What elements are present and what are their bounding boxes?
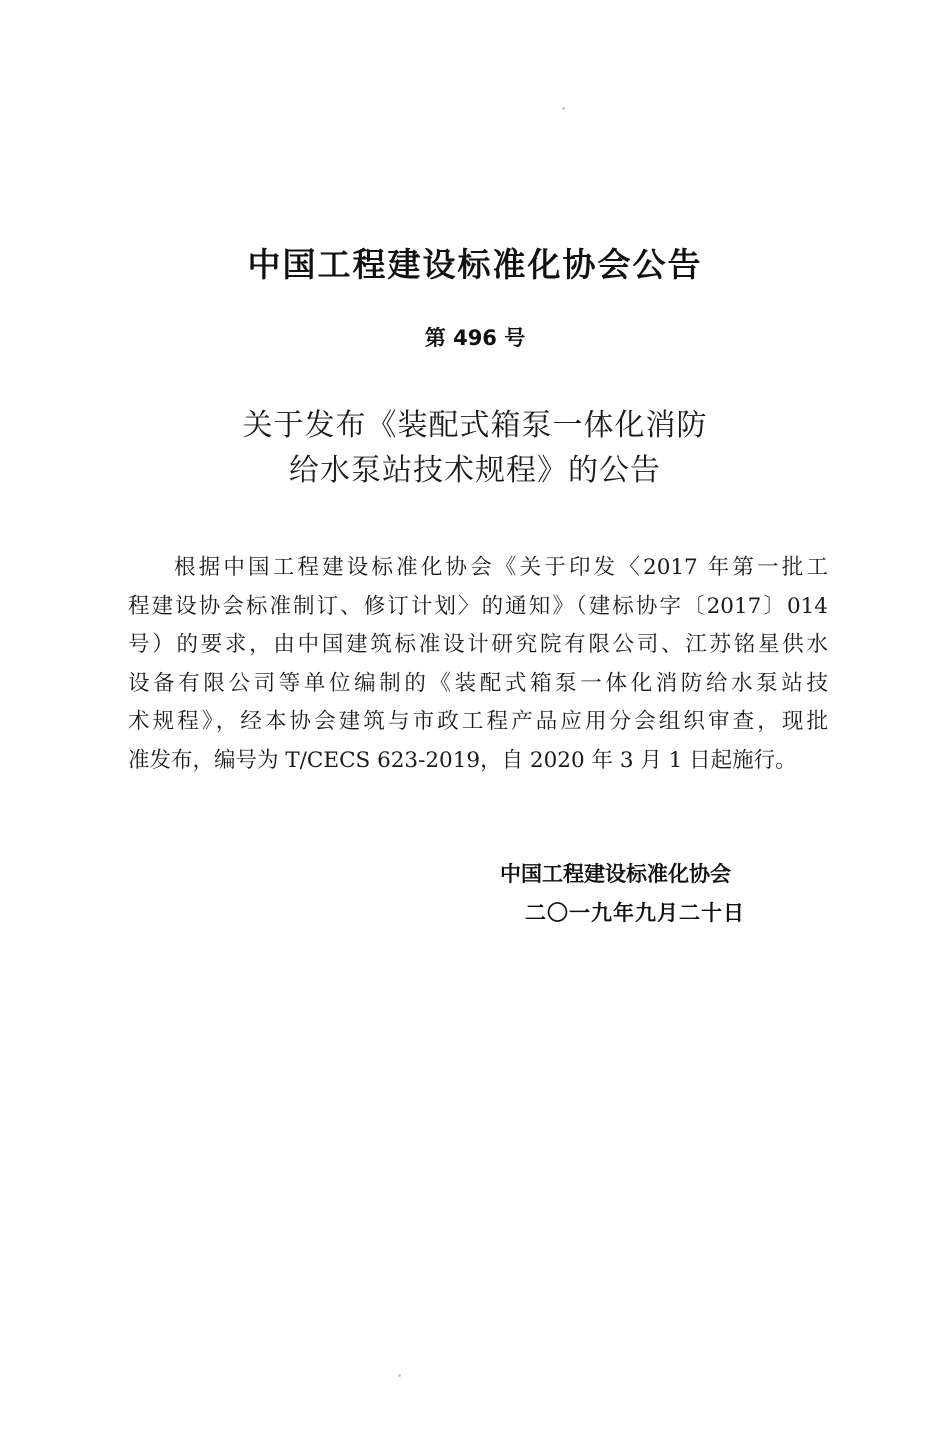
body-line: 术规程》，经本协会建筑与市政工程产品应用分会组织审查，现批 (128, 709, 828, 735)
subject-line-2: 给水泵站技术规程》的公告 (289, 453, 661, 488)
body-line: 根据中国工程建设标准化协会《关于印发〈2017 年第一批工 (174, 555, 828, 580)
signature-organization: 中国工程建设标准化协会 (500, 862, 731, 886)
subject-line-1: 关于发布《装配式箱泵一体化消防 (242, 408, 708, 443)
announcement-body (128, 549, 828, 781)
announcement-title: 中国工程建设标准化协会公告 (247, 245, 703, 284)
body-line: 准发布，编号为 T/CECS 623-2019，自 2020 年 3 月 1 日起施行。 (128, 747, 797, 773)
scan-speck (398, 1374, 401, 1377)
body-line: 号）的要求，由中国建筑标准设计研究院有限公司、江苏铭星供水 (128, 632, 828, 658)
announcement-number: 第 496 号 (424, 326, 526, 350)
body-line: 程建设协会标准制订、修订计划〉的通知》（建标协字〔2017〕014 (128, 593, 828, 619)
signature-date: 二〇一九年九月二十日 (525, 901, 745, 925)
body-line: 设备有限公司等单位编制的《装配式箱泵一体化消防给水泵站技 (128, 670, 828, 696)
scan-speck (562, 107, 565, 110)
